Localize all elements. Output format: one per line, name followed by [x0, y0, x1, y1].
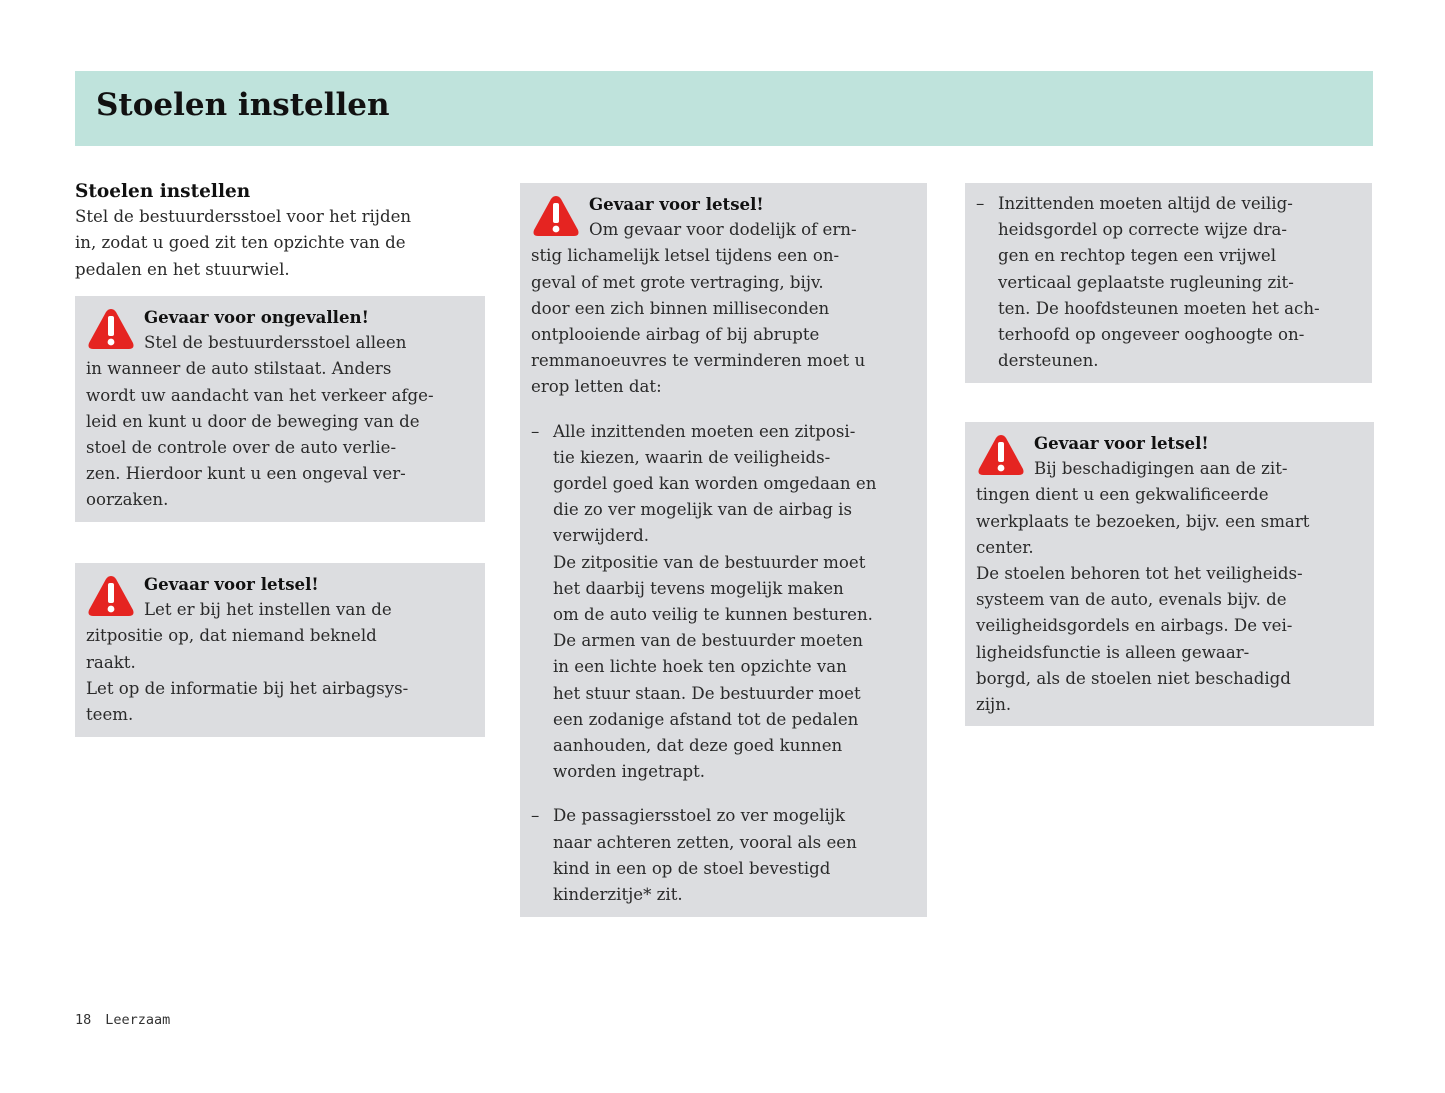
intro-section — [75, 179, 411, 283]
warning-title: Gevaar voor letsel! — [1034, 433, 1209, 453]
warning-title: Gevaar voor ongevallen! — [144, 307, 369, 327]
page-number: 18 — [75, 1012, 92, 1028]
warning-triangle-icon — [86, 573, 144, 623]
warning-triangle-icon — [976, 432, 1034, 482]
warning-triangle-icon — [531, 193, 589, 243]
warning-text: Let er bij het instellen van de zitpositie op, dat niemand bekneld raakt. Let op de informatie bij het airbagsys- teem. — [86, 600, 409, 725]
warning-box-continued — [965, 183, 1372, 383]
list-item — [531, 419, 916, 786]
warning-triangle-icon — [86, 306, 144, 356]
intro-text: Stel de bestuurdersstoel voor het rijden in, zodat u goed zit ten opzichte van de pedalen en het stuurwiel. — [75, 207, 412, 279]
warning-box-injury-damage — [965, 422, 1374, 726]
title-band — [75, 71, 1373, 146]
list-item-text: Alle inzittenden moeten een zitposi- tie kiezen, waarin de veiligheids- gordel goed kan worden omgedaan en die zo ver mogelijk van de airbag is verwijderd. De zitpositie van de bestuurder moet het daarbij tevens mogelijk maken om de auto veilig te kunnen besturen. De armen van de bestuurder moeten in een lichte hoek ten opzichte van het stuur staan. De bestuurder moet een zodanige afstand tot de pedalen aanhouden, dat deze goed kunnen worden ingetrapt. — [553, 421, 877, 782]
warning-text: Bij beschadigingen aan de zit- tingen dient u een gekwalificeerde werkplaats te bezoeken, bijv. een smart center. De stoelen behoren tot het veiligheids- systeem van de auto, evenals bijv. de veiligheidsgordels en airbags. De vei- ligheidsfunctie is alleen gewaar- borgd, als de stoelen niet beschadigd zijn. — [976, 459, 1310, 715]
list-item — [531, 803, 916, 908]
list-marker: – — [531, 806, 540, 826]
footer-section: Leerzaam — [105, 1012, 171, 1028]
warning-title: Gevaar voor letsel! — [144, 574, 319, 594]
warning-text: Stel de bestuurdersstoel alleen in wanneer de auto stilstaat. Anders wordt uw aandacht van het verkeer afge- leid en kunt u door de beweging van de stoel de controle over de auto verlie- zen. Hierdoor kunt u een ongeval ver- oorzaken. — [86, 333, 434, 510]
warning-box-accidents — [75, 296, 485, 522]
list-item — [976, 191, 1361, 374]
list-marker: – — [531, 421, 540, 441]
page-title: Stoelen instellen — [96, 87, 390, 123]
list-item-text: De passagiersstoel zo ver mogelijk naar achteren zetten, vooral als een kind in een op de stoel bevestigd kinderzitje* zit. — [553, 806, 857, 905]
page-footer — [75, 1012, 184, 1028]
section-heading: Stoelen instellen — [75, 181, 251, 202]
warning-box-injury-airbag — [520, 183, 927, 917]
warning-text: Om gevaar voor dodelijk of ern- stig lichamelijk letsel tijdens een on- geval of met grote vertraging, bijv. door een zich binnen milliseconden ontplooiende airbag of bij abrupte remmanoeuvres te verminderen moet u erop letten dat: — [531, 220, 866, 397]
warning-title: Gevaar voor letsel! — [589, 194, 764, 214]
warning-box-injury-seat — [75, 563, 485, 737]
list-item-text: Inzittenden moeten altijd de veilig- heidsgordel op correcte wijze dra- gen en rechtop tegen een vrijwel verticaal geplaatste rugleuning zit- ten. De hoofdsteunen moeten het ach- terhoofd op ongeveer ooghoogte on- dersteunen. — [998, 194, 1320, 371]
list-marker: – — [976, 194, 985, 213]
